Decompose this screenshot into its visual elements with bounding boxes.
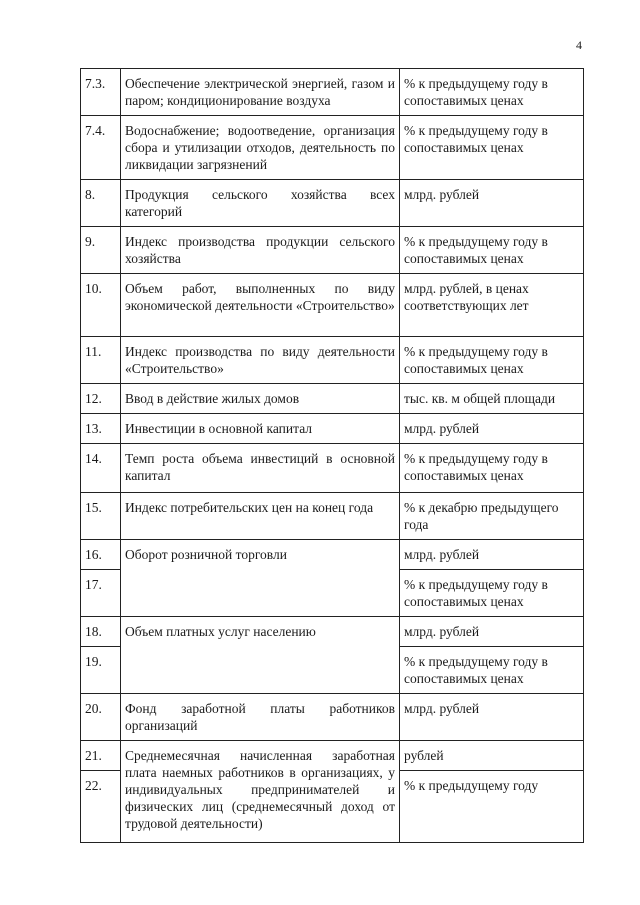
row-number: 15. — [81, 493, 121, 540]
indicator-name: Инвестиции в основной капитал — [121, 414, 400, 444]
table-row — [81, 414, 584, 444]
page-number: 4 — [576, 38, 582, 52]
table-row — [81, 540, 584, 570]
row-number: 10. — [81, 274, 121, 337]
table-row — [81, 493, 584, 540]
row-number: 9. — [81, 227, 121, 274]
unit-of-measure: млрд. рублей — [400, 540, 584, 570]
unit-of-measure: % к предыдущему году в сопоставимых ценах — [400, 444, 584, 493]
unit-of-measure: млрд. рублей — [400, 180, 584, 227]
unit-of-measure: тыс. кв. м общей площади — [400, 384, 584, 414]
table-row — [81, 180, 584, 227]
row-number: 20. — [81, 694, 121, 741]
row-number: 7.4. — [81, 116, 121, 180]
unit-of-measure: млрд. рублей, в ценах соответствующих лет — [400, 274, 584, 337]
row-number: 18. — [81, 617, 121, 647]
indicator-name: Оборот розничной торговли — [121, 540, 400, 617]
indicator-name: Темп роста объема инвестиций в основной капитал — [121, 444, 400, 493]
indicator-name: Фонд заработной платы работников организаций — [121, 694, 400, 741]
row-number: 22. — [81, 771, 121, 843]
row-number: 14. — [81, 444, 121, 493]
unit-of-measure: % к предыдущему году в сопоставимых ценах — [400, 69, 584, 116]
row-number: 7.3. — [81, 69, 121, 116]
row-number: 8. — [81, 180, 121, 227]
unit-of-measure: млрд. рублей — [400, 414, 584, 444]
indicator-name: Индекс производства по виду деятельности «Строительство» — [121, 337, 400, 384]
indicator-name: Продукция сельского хозяйства всех категорий — [121, 180, 400, 227]
table-row — [81, 337, 584, 384]
unit-of-measure: % к декабрю предыдущего года — [400, 493, 584, 540]
indicator-name: Среднемесячная начисленная заработная плата наемных работников в организациях, у индивидуальных предпринимателей и физических лиц (среднемесячный доход от трудовой деятельности) — [121, 741, 400, 843]
unit-of-measure: % к предыдущему году — [400, 771, 584, 843]
unit-of-measure: % к предыдущему году в сопоставимых ценах — [400, 116, 584, 180]
row-number: 17. — [81, 570, 121, 617]
unit-of-measure: % к предыдущему году в сопоставимых ценах — [400, 570, 584, 617]
row-number: 11. — [81, 337, 121, 384]
row-number: 13. — [81, 414, 121, 444]
table-row — [81, 694, 584, 741]
indicators-table — [80, 68, 584, 843]
indicator-name: Обеспечение электрической энергией, газом и паром; кондиционирование воздуха — [121, 69, 400, 116]
indicator-name: Водоснабжение; водоотведение, организация сбора и утилизации отходов, деятельность по ликвидации загрязнений — [121, 116, 400, 180]
table-row — [81, 384, 584, 414]
indicator-name: Индекс производства продукции сельского хозяйства — [121, 227, 400, 274]
table-row — [81, 617, 584, 647]
indicator-name: Ввод в действие жилых домов — [121, 384, 400, 414]
row-number: 12. — [81, 384, 121, 414]
row-number: 19. — [81, 647, 121, 694]
unit-of-measure: % к предыдущему году в сопоставимых ценах — [400, 337, 584, 384]
table-row — [81, 741, 584, 771]
unit-of-measure: % к предыдущему году в сопоставимых ценах — [400, 647, 584, 694]
unit-of-measure: млрд. рублей — [400, 617, 584, 647]
indicator-name: Объем работ, выполненных по виду экономической деятельности «Строительство» — [121, 274, 400, 337]
unit-of-measure: рублей — [400, 741, 584, 771]
unit-of-measure: млрд. рублей — [400, 694, 584, 741]
table-row — [81, 69, 584, 116]
row-number: 21. — [81, 741, 121, 771]
indicator-name: Объем платных услуг населению — [121, 617, 400, 694]
indicator-name: Индекс потребительских цен на конец года — [121, 493, 400, 540]
unit-of-measure: % к предыдущему году в сопоставимых ценах — [400, 227, 584, 274]
row-number: 16. — [81, 540, 121, 570]
table-row — [81, 444, 584, 493]
table-row — [81, 274, 584, 337]
table-row — [81, 227, 584, 274]
table-row — [81, 116, 584, 180]
